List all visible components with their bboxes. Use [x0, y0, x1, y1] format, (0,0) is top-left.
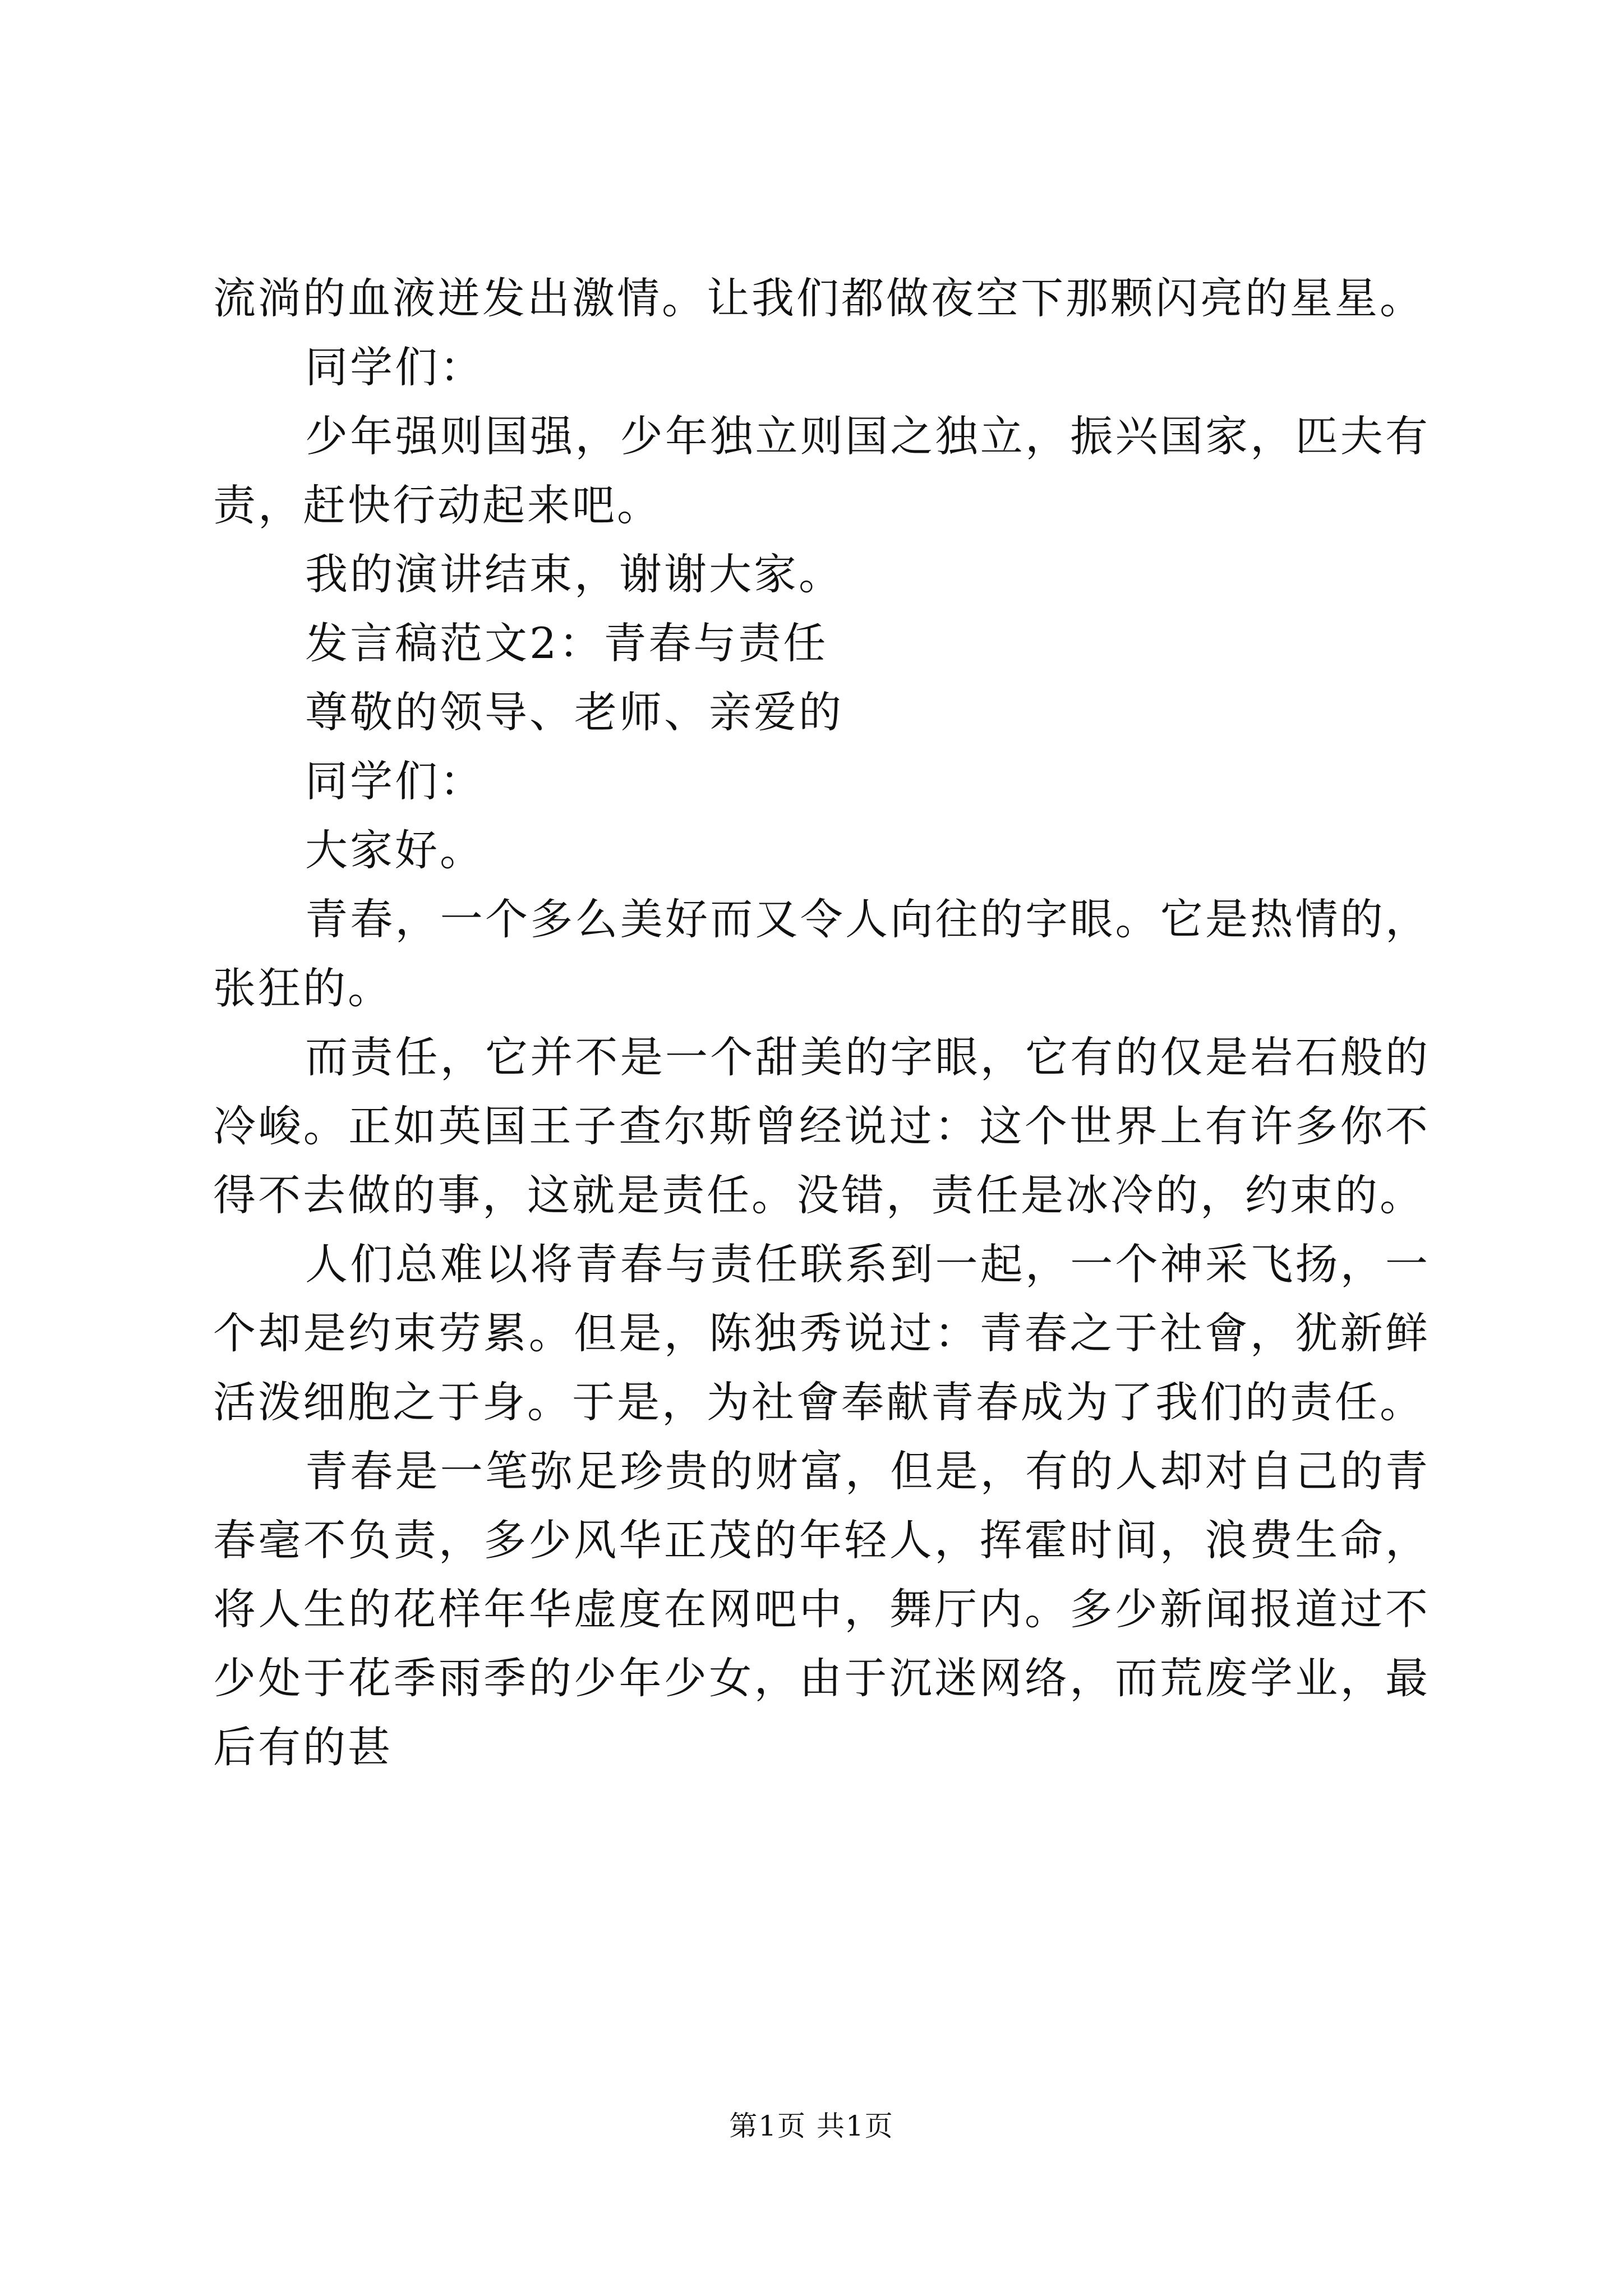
paragraph: 同学们：	[305, 342, 485, 392]
greeting: 大家好。	[305, 825, 485, 875]
section-heading: 发言稿范文2：青春与责任	[305, 618, 828, 668]
salutation: 尊敬的领导、老师、亲爱的	[305, 687, 843, 737]
paragraph: 青春，一个多么美好而又令人向往的字眼。它是热情的，张狂的。	[213, 894, 1430, 1013]
salutation: 同学们：	[305, 756, 485, 806]
paragraph: 而责任，它并不是一个甜美的字眼，它有的仅是岩石般的冷峻。正如英国王子查尔斯曾经说过：这个世界上有许多你不得不去做的事，这就是责任。没错，责任是冰冷的，约束的。	[213, 1032, 1430, 1220]
paragraph: 少年强则国强，少年独立则国之独立，振兴国家，匹夫有责，赶快行动起来吧。	[213, 411, 1430, 530]
page-footer: 第1页 共1页	[729, 2110, 894, 2142]
paragraph: 人们总难以将青春与责任联系到一起，一个神采飞扬，一个却是约束劳累。但是，陈独秀说过：青春之于社會，犹新鲜活泼细胞之于身。于是，为社會奉献青春成为了我们的责任。	[213, 1239, 1430, 1427]
paragraph: 我的演讲结束，谢谢大家。	[305, 549, 843, 599]
paragraph: 青春是一笔弥足珍贵的财富，但是，有的人却对自己的青春毫不负责，多少风华正茂的年轻人，挥霍时间，浪费生命，将人生的花样年华虚度在网吧中，舞厅内。多少新闻报道过不少处于花季雨季的少年少女，由于沉迷网络，而荒废学业，最后有的甚	[213, 1446, 1430, 1772]
document-body	[213, 264, 1430, 1782]
paragraph: 流淌的血液迸发出激情。让我们都做夜空下那颗闪亮的星星。	[213, 273, 1424, 323]
